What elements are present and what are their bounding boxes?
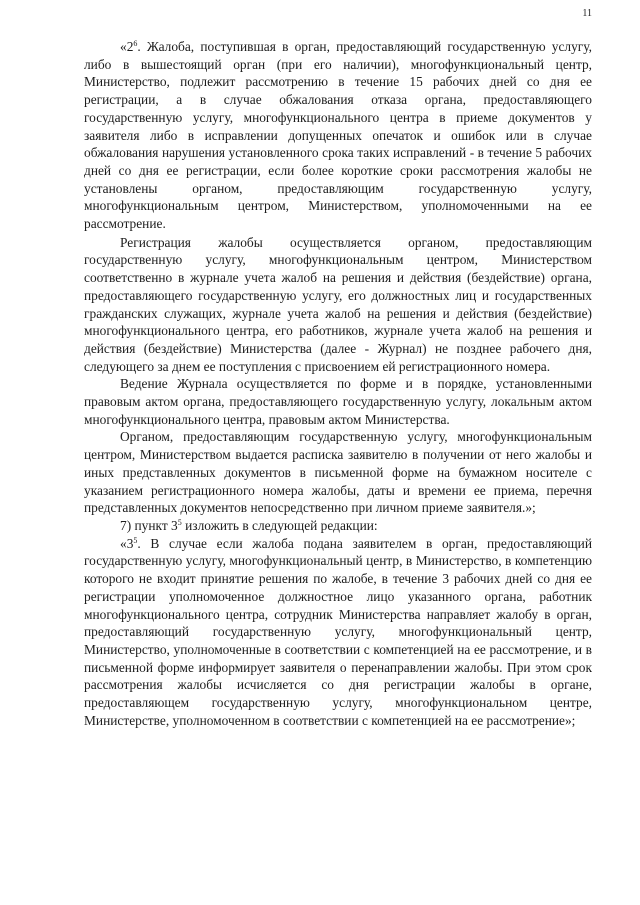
paragraph-text: Органом, предоставляющим государственную услугу, многофункциональным центром, Министерством выдается расписка заявителю в получении от него жалобы и иных представленных документов в письменной форме на бумажном носителе с указанием регистрационного номера жалобы, даты и времени ее приема, перечня представленных документов непосредственно при личном приеме заявителя.»; bbox=[84, 429, 592, 516]
paragraph-text: изложить в следующей редакции: bbox=[181, 517, 378, 533]
paragraph-text: Регистрация жалобы осуществляется органом, предоставляющим государственную услугу, многофункциональным центром, Министерством соответственно в журнале учета жалоб на решения и действия (бездействие) органа, предоставляющего государственную услугу, его должностных лиц и государственных гражданских служащих, журнале учета жалоб на решения и действия (бездействие) многофункционального центра, его работников, журнале учета жалоб на решения и действия (бездействие) Министерства (далее - Журнал) не позднее рабочего дня, следующего за днем ее поступления с присвоением ей регистрационного номера. bbox=[84, 234, 592, 374]
paragraph-lead: «2 bbox=[120, 39, 134, 54]
paragraph-text: . Жалоба, поступившая в орган, предоставляющий государственную услугу, либо в вышестоящий орган (при его наличии), многофункциональный центр, Министерство, подлежит рассмотрению в течение 15 рабочих дней со дня ее регистрации, а в случае обжалования отказа органа, предоставляющего государственную услугу, многофункционального центра в приеме документов у заявителя либо в исправлении допущенных опечаток и ошибок или в случае обжалования нарушения установленного срока таких исправлений - в течение 5 рабочих дней со дня ее регистрации, если более короткие сроки рассмотрения жалобы не установлены органом, предоставляющим государственную услугу, многофункциональным центром, Министерством, уполномоченными на ее рассмотрение. bbox=[84, 39, 592, 232]
superscript: 6 bbox=[133, 39, 138, 48]
paragraph-complaint-redirection bbox=[84, 535, 592, 730]
paragraph-lead: «3 bbox=[120, 535, 134, 551]
paragraph-amendment-item-7 bbox=[84, 517, 592, 535]
paragraph-text: Ведение Журнала осуществляется по форме и в порядке, установленными правовым актом органа, предоставляющего государственную услугу, локальным актом многофункционального центра, правовым актом Министерства. bbox=[84, 376, 592, 427]
paragraph-lead: 7) пункт 3 bbox=[120, 517, 178, 533]
paragraph-text: . В случае если жалоба подана заявителем в орган, предоставляющий государственную услугу, многофункциональный центр, в Министерство, в компетенцию которого не входит принятие решения по жалобе, в течение 3 рабочих дней со дня ее регистрации уполномоченное должностное лицо указанного органа, работник многофункционального центра, сотрудник Министерства направляет жалобу в орган, предоставляющий государственную услугу, многофункциональный центр, Министерство, уполномоченные в соответствии с компетенцией на ее рассмотрение, и в письменной форме информирует заявителя о перенаправлении жалобы. При этом срок рассмотрения жалобы исчисляется со дня регистрации жалобы в органе, предоставляющем государственную услугу, многофункциональном центре, Министерстве, уполномоченном в соответствии с компетенцией на ее рассмотрение»; bbox=[84, 535, 592, 728]
paragraph-journal-keeping bbox=[84, 375, 592, 428]
superscript: 5 bbox=[133, 535, 138, 545]
paragraph-receipt-issuance bbox=[84, 428, 592, 517]
page-number: 11 bbox=[582, 8, 592, 19]
document-body bbox=[84, 38, 592, 729]
paragraph-complaint-registration bbox=[84, 234, 592, 376]
superscript: 5 bbox=[177, 517, 182, 527]
paragraph-complaint-review-period bbox=[84, 38, 592, 233]
